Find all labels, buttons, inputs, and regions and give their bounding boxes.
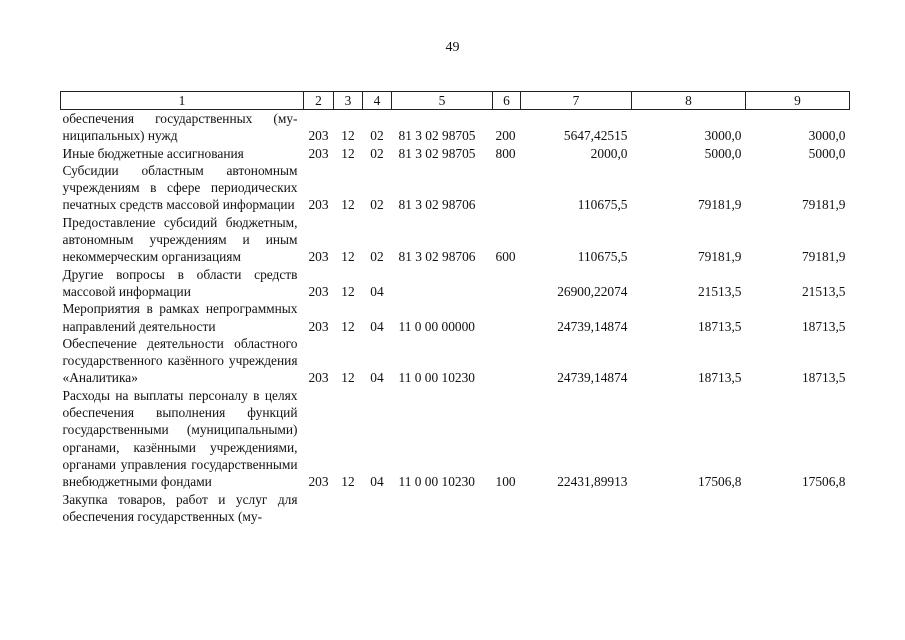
row-sum-3: 21513,5 — [801, 283, 846, 299]
page-number: 49 — [445, 40, 460, 55]
row-section: 12 — [341, 145, 355, 161]
row-expense-type: 600 — [495, 249, 516, 265]
row-code: 203 — [308, 283, 329, 299]
column-header: 5 — [392, 92, 493, 110]
row-section: 12 — [341, 283, 355, 299]
row-name: Обеспечение деятельности областного государственного казённого учреждения «Аналитика» — [62, 335, 298, 386]
table-row — [61, 214, 850, 266]
column-header: 7 — [521, 92, 632, 110]
row-subsection: 02 — [370, 145, 384, 161]
row-expense-type — [493, 491, 521, 526]
row-target: 11 0 00 00000 — [398, 318, 475, 334]
row-code: 203 — [308, 128, 329, 144]
row-sum-3: 5000,0 — [808, 145, 846, 161]
row-expense-type — [493, 300, 521, 335]
row-name: Субсидии областным автономным учреждениям в сфере периодических печатных средств массовой информации — [62, 162, 298, 213]
row-sum-2: 79181,9 — [697, 249, 742, 265]
row-name: обеспечения государственных (муниципальных) нужд — [62, 111, 298, 144]
table-row — [61, 110, 850, 145]
row-sum-2: 17506,8 — [697, 474, 742, 490]
column-header: 6 — [493, 92, 521, 110]
row-subsection: 04 — [370, 474, 384, 490]
row-name: Предоставление субсидий бюджетным, автономным учреждениям и иным некоммерческим организациям — [62, 214, 298, 265]
row-section: 12 — [341, 197, 355, 213]
table-row — [61, 387, 850, 491]
row-sum-1: 110675,5 — [577, 249, 628, 265]
row-target — [392, 266, 493, 301]
row-subsection: 04 — [370, 283, 384, 299]
row-section: 12 — [341, 318, 355, 334]
row-code — [304, 491, 334, 526]
table-row — [61, 145, 850, 162]
row-expense-type — [493, 162, 521, 214]
row-sum-1: 5647,42515 — [563, 128, 628, 144]
row-subsection: 04 — [370, 370, 384, 386]
row-sum-2: 79181,9 — [697, 197, 742, 213]
row-sum-3: 79181,9 — [801, 197, 846, 213]
row-sum-3 — [746, 491, 850, 526]
row-sum-1: 110675,5 — [577, 197, 628, 213]
row-section — [334, 491, 363, 526]
table-row — [61, 162, 850, 214]
row-target: 81 3 02 98705 — [398, 145, 476, 161]
row-code: 203 — [308, 145, 329, 161]
table-header-row — [61, 92, 850, 110]
row-section: 12 — [341, 249, 355, 265]
row-sum-2 — [632, 491, 746, 526]
column-header: 8 — [632, 92, 746, 110]
row-expense-type — [493, 266, 521, 301]
row-name: Мероприятия в рамках непрограммных направлений деятельности — [62, 301, 298, 334]
row-sum-3: 17506,8 — [801, 474, 846, 490]
row-sum-1: 24739,14874 — [557, 318, 628, 334]
row-subsection: 04 — [370, 318, 384, 334]
row-target: 81 3 02 98706 — [398, 249, 476, 265]
table-row — [61, 266, 850, 301]
row-section: 12 — [341, 128, 355, 144]
row-sum-1: 26900,22074 — [557, 283, 628, 299]
row-name: Другие вопросы в области средств массовой информации — [62, 266, 298, 299]
row-code: 203 — [308, 474, 329, 490]
row-subsection: 02 — [370, 128, 384, 144]
row-subsection — [363, 491, 392, 526]
column-header: 1 — [61, 92, 304, 110]
column-header: 9 — [746, 92, 850, 110]
row-sum-1: 22431,89913 — [557, 474, 628, 490]
row-target: 11 0 00 10230 — [398, 370, 475, 386]
row-name: Иные бюджетные ассигнования — [62, 145, 244, 161]
row-target — [392, 491, 493, 526]
budget-table — [60, 91, 850, 525]
row-sum-1: 24739,14874 — [557, 370, 628, 386]
row-section: 12 — [341, 370, 355, 386]
row-sum-3: 18713,5 — [801, 370, 846, 386]
row-expense-type — [493, 335, 521, 387]
row-subsection: 02 — [370, 249, 384, 265]
column-header: 3 — [334, 92, 363, 110]
row-name: Закупка товаров, работ и услуг для обеспечения государственных (му- — [62, 491, 298, 524]
row-code: 203 — [308, 370, 329, 386]
row-code: 203 — [308, 249, 329, 265]
row-sum-2: 18713,5 — [697, 318, 742, 334]
column-header: 2 — [304, 92, 334, 110]
row-name: Расходы на выплаты персоналу в целях обеспечения выполнения функций государственными (муниципальными) органами, казёнными учреждениями, органами управления государственными внебюджетными фондами — [62, 387, 298, 490]
row-target: 81 3 02 98705 — [398, 128, 476, 144]
row-code: 203 — [308, 318, 329, 334]
column-header: 4 — [363, 92, 392, 110]
row-target: 11 0 00 10230 — [398, 474, 475, 490]
row-code: 203 — [308, 197, 329, 213]
row-sum-2: 18713,5 — [697, 370, 742, 386]
row-sum-1 — [521, 491, 632, 526]
table-row — [61, 491, 850, 526]
row-sum-1: 2000,0 — [590, 145, 628, 161]
row-section: 12 — [341, 474, 355, 490]
row-sum-3: 79181,9 — [801, 249, 846, 265]
row-sum-3: 18713,5 — [801, 318, 846, 334]
row-sum-3: 3000,0 — [808, 128, 846, 144]
row-expense-type: 200 — [495, 128, 516, 144]
row-expense-type: 800 — [495, 145, 516, 161]
table-row — [61, 335, 850, 387]
row-sum-2: 21513,5 — [697, 283, 742, 299]
row-sum-2: 3000,0 — [704, 128, 742, 144]
row-sum-2: 5000,0 — [704, 145, 742, 161]
table-row — [61, 300, 850, 335]
row-expense-type: 100 — [495, 474, 516, 490]
row-target: 81 3 02 98706 — [398, 197, 476, 213]
row-subsection: 02 — [370, 197, 384, 213]
